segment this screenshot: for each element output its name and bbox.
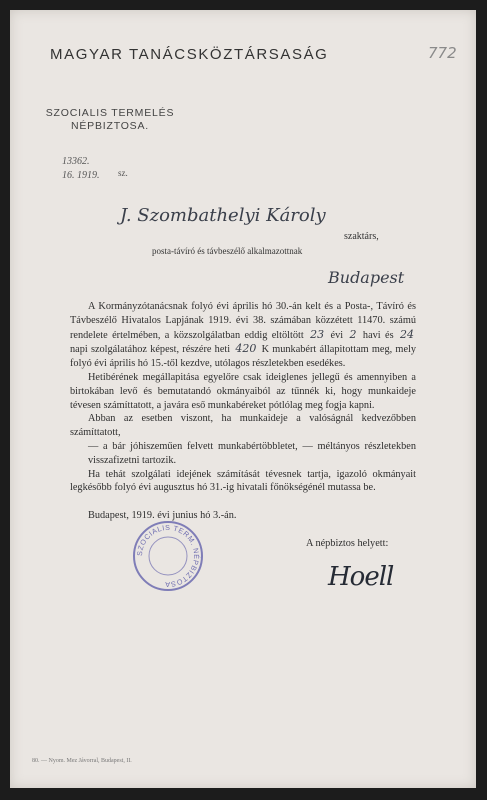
svg-text:SZOCIALIS TERM. NÉPBIZTOSA <box>135 523 201 589</box>
service-months: 2 <box>349 327 357 341</box>
closing-date: Budapest, 1919. évi junius hó 3.-án. <box>88 510 237 521</box>
reference-number-value: 13362. <box>62 156 90 167</box>
letter-body <box>70 300 416 495</box>
paragraph-4: Ha tehát szolgálati idejének számítását tévesnek tartja, igazoló okmányait legkésőbb folyó évi augusztus hó 31.-ig hivatali főnökségénél mutassa be. <box>70 468 416 494</box>
reference-suffix: sz. <box>118 168 128 178</box>
recipient-position: posta-távíró és távbeszélő alkalmazottnak <box>152 246 303 256</box>
weekly-wage: 420 <box>235 342 257 356</box>
p1-text-a: A Kormányzótanácsnak folyó évi április hó 30.-án kelt és a Posta-, Távíró és Távbeszélő Hivatalos Lapjának 1919. évi 38. számában közzétett 11470. számú rendelete értelmében, a közszolgálatban eddig eltöltött <box>70 301 416 341</box>
deputy-label: A népbiztos helyett: <box>306 538 389 549</box>
reference-number <box>62 155 100 183</box>
document-sheet <box>10 10 476 788</box>
recipient-title: szaktárs, <box>344 231 379 242</box>
service-days: 24 <box>400 327 415 341</box>
paragraph-1 <box>70 300 416 371</box>
ministry-line-2: NÉPBIZTOSA. <box>70 120 150 132</box>
stamp-text: SZOCIALIS TERM. NÉPBIZTOSA <box>134 522 202 590</box>
recipient-city: Budapest <box>328 268 405 287</box>
p1-text-d: napi szolgálatához képest, részére heti <box>70 344 231 356</box>
recipient-name: J. Szombathelyi Károly <box>120 205 326 226</box>
official-stamp <box>132 520 204 592</box>
p1-text-c: havi és <box>362 329 394 341</box>
service-years: 23 <box>310 327 325 341</box>
printer-imprint: 80. — Nyom. Mez Jávorral, Budapest, II. <box>32 758 132 764</box>
paragraph-3-continued: — a bár jóhiszeműen felvett munkabértöbbletet, — méltányos részletekben visszafizetni tartozik. <box>88 440 416 466</box>
ministry-name <box>40 107 180 133</box>
pencil-archive-number: 772 <box>428 44 457 62</box>
stamp-graphic <box>132 520 204 592</box>
p1-text-e: K munkabért állapitottam meg, mely folyó évi április hó 15.-től kezdve, utólagos részletekben esedékes. <box>70 344 417 370</box>
letterhead-title: MAGYAR TANÁCSKÖZTÁRSASÁG <box>50 46 329 63</box>
paragraph-3: Abban az esetben viszont, ha munkaideje a valóságnál kedvezőbben számíttatott, <box>70 413 416 439</box>
reference-year: 16. 1919. <box>62 170 100 181</box>
ministry-line-1: SZOCIALIS TERMELÉS <box>45 107 175 119</box>
p1-text-b: évi <box>330 329 344 341</box>
signature: Hoell <box>328 562 394 592</box>
paragraph-2: Hetibérének megállapitása egyelőre csak ideiglenes jellegű és amennyiben a birtokában levő és bemutatandó okmányaiból az tűnnék ki, hogy munkaideje tévesen számíttatott, a javára eső munkabéreket pótlólag meg fogja kapni. <box>70 371 416 411</box>
